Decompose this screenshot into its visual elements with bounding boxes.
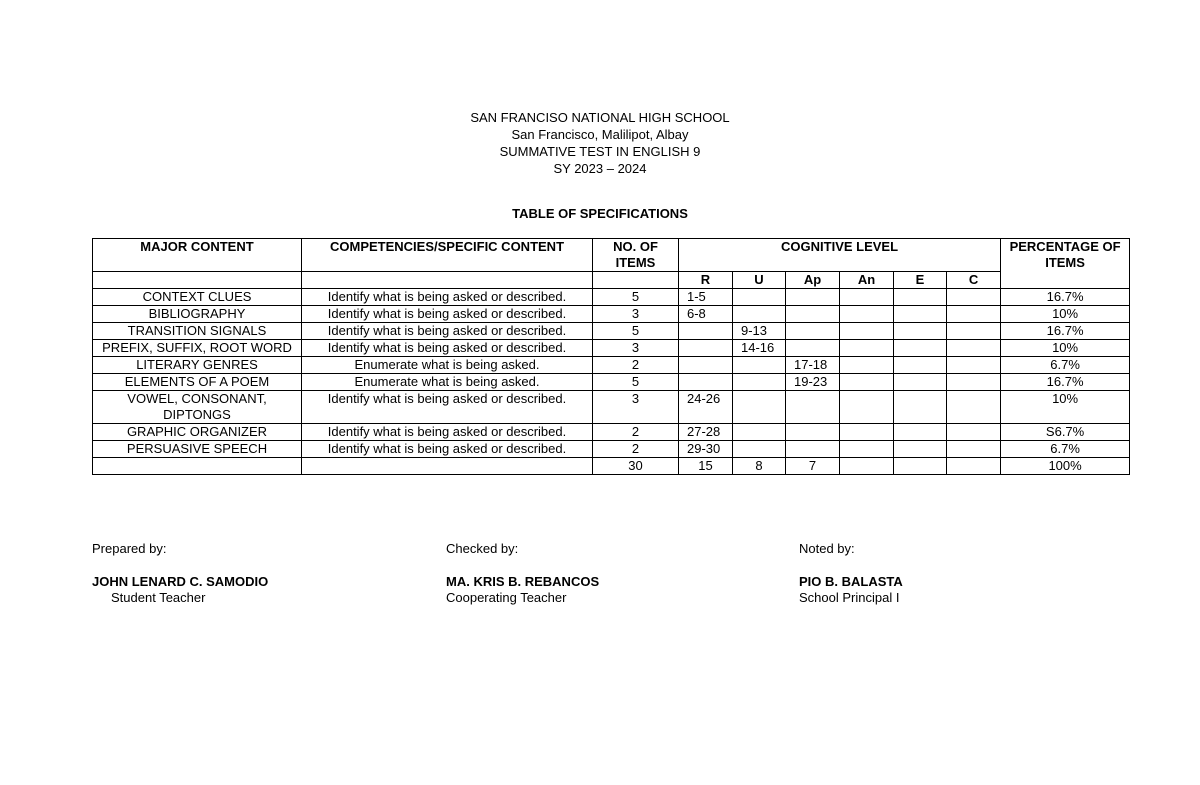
level-an-cell	[840, 340, 894, 357]
total-u-cell: 8	[733, 458, 786, 475]
percentage-cell: 16.7%	[1001, 323, 1130, 340]
total-items-cell: 30	[593, 458, 679, 475]
percentage-cell: 6.7%	[1001, 441, 1130, 458]
level-ap-cell	[786, 424, 840, 441]
level-u-cell	[733, 289, 786, 306]
items-cell: 3	[593, 306, 679, 323]
total-ap-cell: 7	[786, 458, 840, 475]
level-r-cell	[679, 340, 733, 357]
level-an-cell	[840, 323, 894, 340]
competency-cell: Identify what is being asked or described.	[302, 441, 593, 458]
checked-by-title: Cooperating Teacher	[446, 590, 567, 605]
level-c-cell	[947, 441, 1001, 458]
school-year: SY 2023 – 2024	[553, 161, 647, 176]
prepared-by-label: Prepared by:	[92, 541, 167, 556]
total-c-cell	[947, 458, 1001, 475]
level-r-cell: 27-28	[679, 424, 733, 441]
level-r: R	[679, 272, 733, 289]
total-an-cell	[840, 458, 894, 475]
level-ap-cell	[786, 340, 840, 357]
total-r-cell: 15	[679, 458, 733, 475]
prepared-by-name: JOHN LENARD C. SAMODIO	[92, 574, 269, 589]
table-row	[93, 340, 1130, 357]
competency-cell: Identify what is being asked or described.	[302, 340, 593, 357]
level-u-cell	[733, 374, 786, 391]
noted-by-block	[799, 541, 903, 606]
percentage-cell: 10%	[1001, 306, 1130, 323]
level-e-cell	[894, 391, 947, 424]
level-c-cell	[947, 306, 1001, 323]
percentage-cell: 10%	[1001, 391, 1130, 424]
subheader-row	[93, 272, 1130, 289]
table-row	[93, 424, 1130, 441]
level-u-cell: 9-13	[733, 323, 786, 340]
level-ap-cell: 17-18	[786, 357, 840, 374]
checked-by-label: Checked by:	[446, 541, 519, 556]
level-an-cell	[840, 357, 894, 374]
specifications-table	[92, 238, 1130, 475]
percentage-cell: S6.7%	[1001, 424, 1130, 441]
level-e-cell	[894, 441, 947, 458]
level-an-cell	[840, 391, 894, 424]
level-u-cell	[733, 306, 786, 323]
table-row	[93, 374, 1130, 391]
percentage-cell: 16.7%	[1001, 289, 1130, 306]
level-e-cell	[894, 306, 947, 323]
header-no-of-items: NO. OF ITEMS	[593, 239, 679, 272]
level-e-cell	[894, 424, 947, 441]
level-e-cell	[894, 357, 947, 374]
subheader-empty	[593, 272, 679, 289]
total-e-cell	[894, 458, 947, 475]
items-cell: 2	[593, 424, 679, 441]
major-content-cell: PREFIX, SUFFIX, ROOT WORD	[93, 340, 302, 357]
level-an-cell	[840, 441, 894, 458]
header-competencies: COMPETENCIES/SPECIFIC CONTENT	[302, 239, 593, 272]
level-an-cell	[840, 289, 894, 306]
test-title: SUMMATIVE TEST IN ENGLISH 9	[499, 144, 701, 159]
header-percentage: PERCENTAGE OF ITEMS	[1001, 239, 1130, 289]
level-u-cell	[733, 357, 786, 374]
noted-by-title: School Principal I	[799, 590, 900, 605]
header-major-content: MAJOR CONTENT	[93, 239, 302, 272]
items-cell: 5	[593, 374, 679, 391]
level-e-cell	[894, 289, 947, 306]
competency-cell: Enumerate what is being asked.	[302, 374, 593, 391]
major-content-cell: TRANSITION SIGNALS	[93, 323, 302, 340]
level-ap-cell	[786, 391, 840, 424]
totals-row	[93, 458, 1130, 475]
major-content-cell: PERSUASIVE SPEECH	[93, 441, 302, 458]
total-percentage-cell: 100%	[1001, 458, 1130, 475]
level-ap-cell: 19-23	[786, 374, 840, 391]
competency-cell: Identify what is being asked or described.	[302, 323, 593, 340]
competency-cell: Enumerate what is being asked.	[302, 357, 593, 374]
competency-cell: Identify what is being asked or described.	[302, 306, 593, 323]
prepared-by-block	[92, 541, 268, 606]
level-ap-cell	[786, 323, 840, 340]
level-c-cell	[947, 340, 1001, 357]
level-r-cell: 29-30	[679, 441, 733, 458]
level-ap-cell	[786, 289, 840, 306]
major-content-cell: ELEMENTS OF A POEM	[93, 374, 302, 391]
noted-by-label: Noted by:	[799, 541, 855, 556]
level-c-cell	[947, 391, 1001, 424]
level-u-cell	[733, 391, 786, 424]
items-cell: 3	[593, 340, 679, 357]
major-content-cell: CONTEXT CLUES	[93, 289, 302, 306]
table-row	[93, 306, 1130, 323]
major-content-cell: LITERARY GENRES	[93, 357, 302, 374]
level-e-cell	[894, 323, 947, 340]
school-name: SAN FRANCISO NATIONAL HIGH SCHOOL	[470, 110, 730, 125]
checked-by-block	[446, 541, 599, 606]
percentage-cell: 6.7%	[1001, 357, 1130, 374]
items-cell: 2	[593, 441, 679, 458]
level-e-cell	[894, 374, 947, 391]
level-ap-cell	[786, 306, 840, 323]
noted-by-name: PIO B. BALASTA	[799, 574, 903, 589]
table-row	[93, 289, 1130, 306]
header-row	[93, 239, 1130, 272]
major-content-cell: BIBLIOGRAPHY	[93, 306, 302, 323]
table-row	[93, 391, 1130, 424]
level-e: E	[894, 272, 947, 289]
competency-cell: Identify what is being asked or described.	[302, 424, 593, 441]
level-u-cell: 14-16	[733, 340, 786, 357]
items-cell: 2	[593, 357, 679, 374]
header-cognitive-level: COGNITIVE LEVEL	[679, 239, 1001, 272]
major-content-cell: GRAPHIC ORGANIZER	[93, 424, 302, 441]
level-c-cell	[947, 323, 1001, 340]
level-an: An	[840, 272, 894, 289]
school-address: San Francisco, Malilipot, Albay	[511, 127, 689, 142]
level-c-cell	[947, 357, 1001, 374]
level-c-cell	[947, 374, 1001, 391]
level-u-cell	[733, 424, 786, 441]
major-content-cell: VOWEL, CONSONANT, DIPTONGS	[93, 391, 302, 424]
items-cell: 3	[593, 391, 679, 424]
level-an-cell	[840, 306, 894, 323]
totals-empty-cell	[302, 458, 593, 475]
checked-by-name: MA. KRIS B. REBANCOS	[446, 574, 600, 589]
level-c: C	[947, 272, 1001, 289]
prepared-by-title: Student Teacher	[111, 590, 206, 605]
level-r-cell	[679, 374, 733, 391]
table-row	[93, 323, 1130, 340]
level-c-cell	[947, 424, 1001, 441]
totals-empty-cell	[93, 458, 302, 475]
percentage-cell: 10%	[1001, 340, 1130, 357]
items-cell: 5	[593, 289, 679, 306]
competency-cell: Identify what is being asked or described.	[302, 391, 593, 424]
level-r-cell	[679, 323, 733, 340]
signature-section	[0, 541, 1200, 621]
level-an-cell	[840, 374, 894, 391]
table-title: TABLE OF SPECIFICATIONS	[512, 206, 688, 221]
table-row	[93, 357, 1130, 374]
competency-cell: Identify what is being asked or described.	[302, 289, 593, 306]
level-r-cell	[679, 357, 733, 374]
percentage-cell: 16.7%	[1001, 374, 1130, 391]
subheader-empty	[302, 272, 593, 289]
level-r-cell: 1-5	[679, 289, 733, 306]
document-header	[0, 109, 1200, 177]
subheader-empty	[93, 272, 302, 289]
level-an-cell	[840, 424, 894, 441]
items-cell: 5	[593, 323, 679, 340]
level-u-cell	[733, 441, 786, 458]
level-c-cell	[947, 289, 1001, 306]
level-ap-cell	[786, 441, 840, 458]
level-e-cell	[894, 340, 947, 357]
level-u: U	[733, 272, 786, 289]
level-r-cell: 6-8	[679, 306, 733, 323]
level-r-cell: 24-26	[679, 391, 733, 424]
table-row	[93, 441, 1130, 458]
level-ap: Ap	[786, 272, 840, 289]
